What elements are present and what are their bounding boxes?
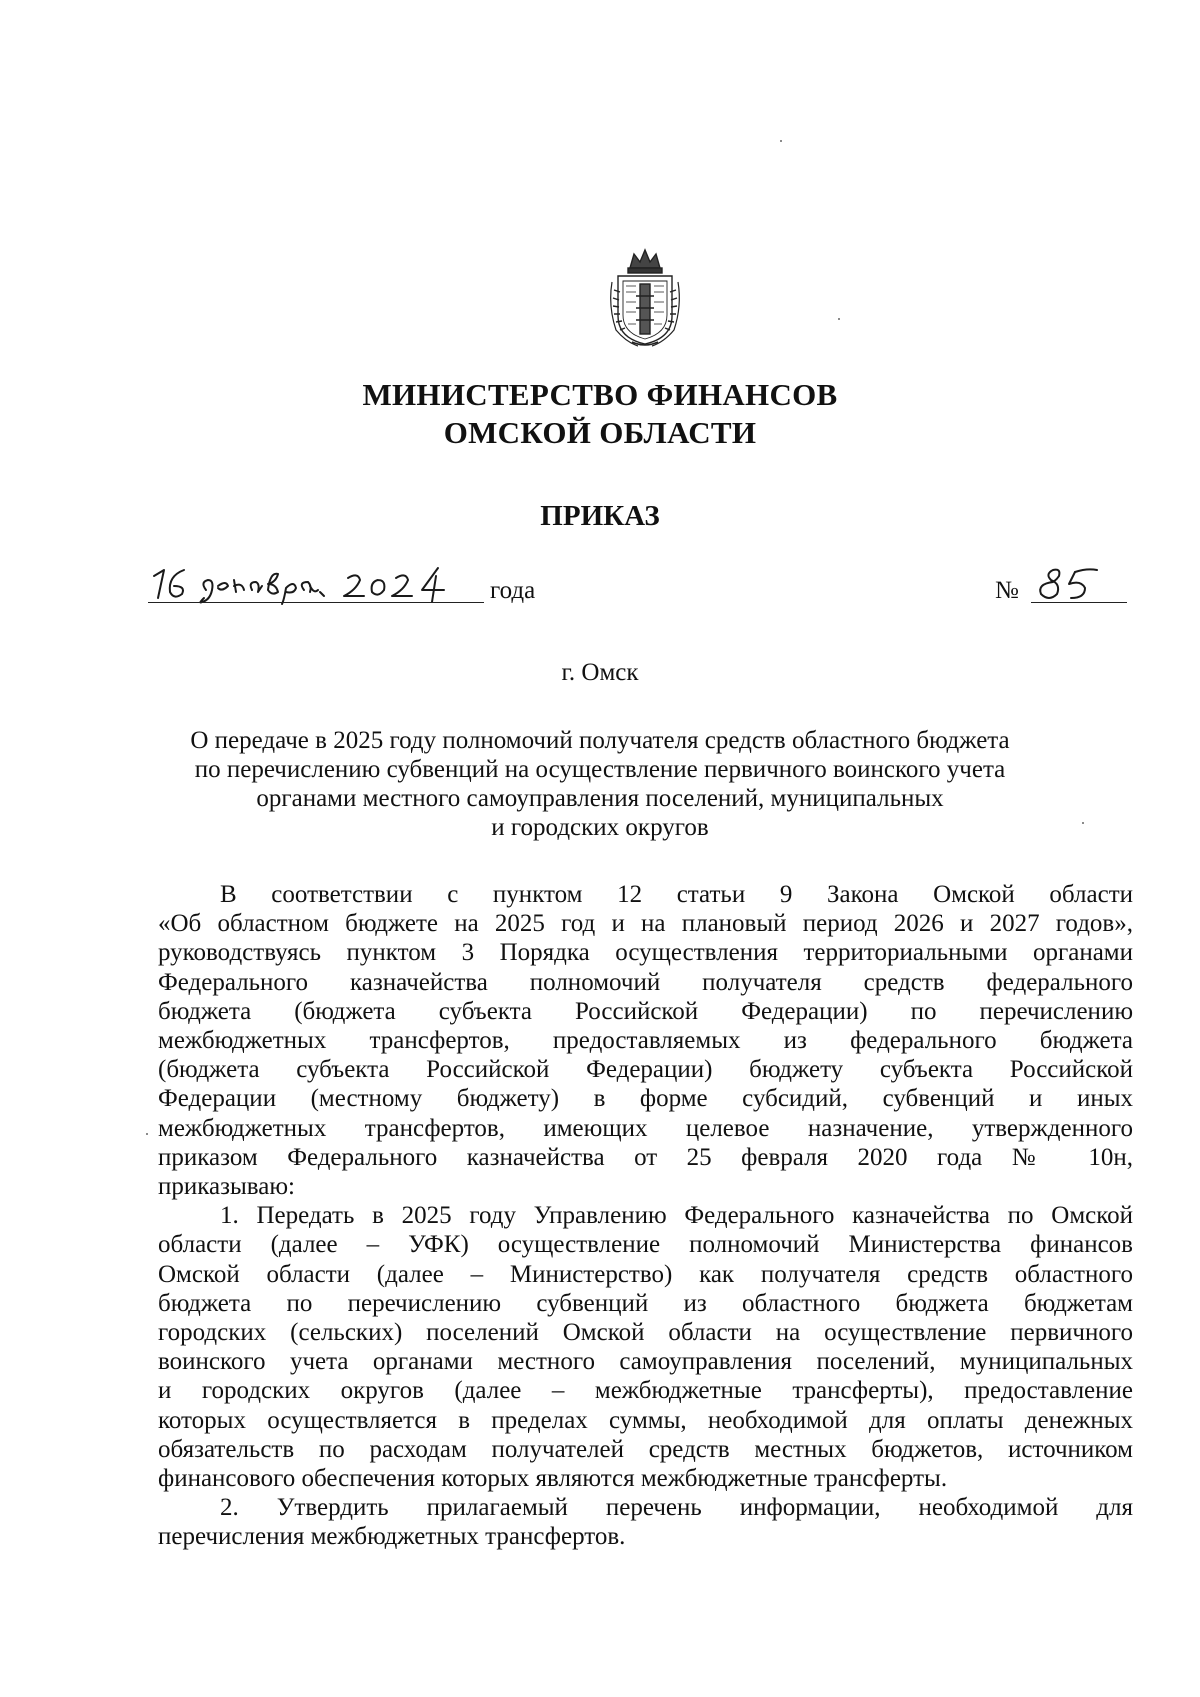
handwritten-number [1031, 562, 1121, 606]
scan-speck [1082, 822, 1084, 824]
organization-name-line-1: МИНИСТЕРСТВО ФИНАНСОВ [362, 377, 838, 412]
item-1-line: 1. Передать в 2025 году Управлению Федерального казначейства по Омской [220, 1202, 1133, 1230]
preamble-line: межбюджетных трансфертов, имеющих целевое назначение, утвержденного [158, 1114, 1133, 1142]
omsk-region-coat-of-arms-icon [606, 246, 684, 348]
preamble-line: приказываю: [158, 1173, 295, 1201]
item-2-line: перечисления межбюджетных трансфертов. [158, 1523, 626, 1551]
item-2-line: 2. Утвердить прилагаемый перечень информации, необходимой для [220, 1494, 1133, 1522]
scan-speck [146, 1133, 148, 1135]
item-1-line: обязательств по расходам получателей средств местных бюджетов, источником [158, 1435, 1133, 1463]
item-1-line: воинского учета органами местного самоуправления поселений, муниципальных [158, 1348, 1133, 1376]
document-number [995, 562, 1135, 606]
item-1-line: финансового обеспечения которых являются межбюджетные трансферты. [158, 1465, 948, 1493]
item-1-line: области (далее – УФК) осуществление полномочий Министерства финансов [158, 1231, 1133, 1259]
date-underline [148, 602, 484, 603]
document-body [158, 880, 1133, 1552]
preamble-line: бюджета (бюджета субъекта Российской Федерации) по перечислению [158, 997, 1133, 1025]
number-sign: № [995, 577, 1019, 604]
document-subject [140, 726, 1060, 842]
preamble-line: руководствуясь пунктом 3 Порядка осуществления территориальными органами [158, 939, 1133, 967]
organization-name-line-2: ОМСКОЙ ОБЛАСТИ [443, 415, 757, 450]
subject-line: О передаче в 2025 году полномочий получателя средств областного бюджета [190, 727, 1010, 754]
preamble-paragraph [158, 880, 1133, 1201]
scan-speck [780, 140, 782, 142]
preamble-line: «Об областном бюджете на 2025 год и на плановый период 2026 и 2027 годов», [158, 910, 1133, 938]
preamble-line: приказом Федерального казначейства от 25 февраля 2020 года № 10н, [158, 1143, 1133, 1171]
item-2-paragraph [158, 1493, 1133, 1551]
preamble-line: Федерации (местному бюджету) в форме субсидий, субвенций и иных [158, 1085, 1133, 1113]
item-1-line: которых осуществляется в пределах суммы, необходимой для оплаты денежных [158, 1406, 1133, 1434]
scan-speck [838, 318, 840, 320]
preamble-line: (бюджета субъекта Российской Федерации) бюджету субъекта Российской [158, 1056, 1133, 1084]
item-1-line: Омской области (далее – Министерство) как получателя средств областного [158, 1260, 1133, 1288]
item-1-line: городских (сельских) поселений Омской области на осуществление первичного [158, 1319, 1133, 1347]
item-1-paragraph [158, 1201, 1133, 1493]
handwritten-date [148, 562, 488, 606]
date-suffix: года [490, 577, 536, 604]
item-1-line: и городских округов (далее – межбюджетные трансферты), предоставление [158, 1377, 1133, 1405]
document-type-title: ПРИКАЗ [540, 500, 660, 532]
preamble-line: В соответствии с пунктом 12 статьи 9 Закона Омской области [220, 881, 1133, 908]
item-1-line: бюджета по перечислению субвенций из областного бюджета бюджетам [158, 1289, 1133, 1317]
subject-line: по перечислению субвенций на осуществление первичного воинского учета [194, 756, 1006, 783]
subject-line: и городских округов [491, 814, 709, 841]
number-underline [1031, 602, 1127, 603]
document-city: г. Омск [561, 659, 639, 686]
preamble-line: Федерального казначейства полномочий получателя средств федерального [158, 968, 1133, 996]
preamble-line: межбюджетных трансфертов, предоставляемых из федерального бюджета [158, 1027, 1133, 1055]
subject-line: органами местного самоуправления поселений, муниципальных [256, 785, 944, 812]
